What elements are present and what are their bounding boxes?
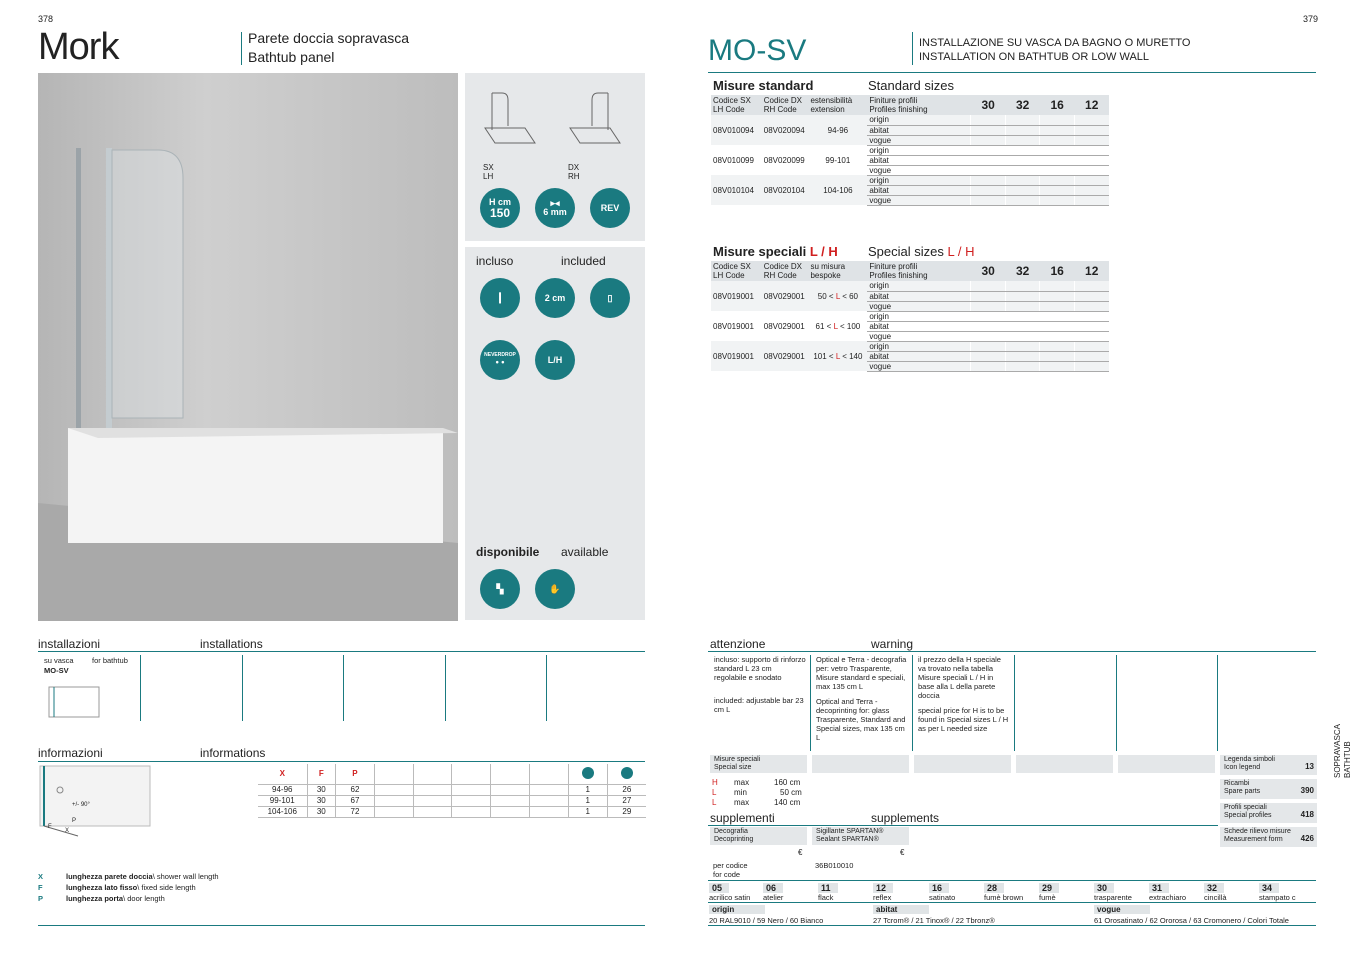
informazioni-title: informazioni <box>38 746 103 760</box>
brand-title: Mork <box>38 26 119 68</box>
spec-title-it: Misure speciali L / H <box>713 244 838 259</box>
for-bathtub-label: for bathtub <box>92 656 128 665</box>
legend: X lunghezza parete doccia\ shower wall length F lunghezza lato fisso\ fixed side length P lunghezza porta\ door length <box>38 872 219 903</box>
page-number-right: 379 <box>1303 14 1319 24</box>
label-dx: DX <box>568 163 580 172</box>
informations-title: informations <box>200 746 266 760</box>
bathtub-diagram-icon <box>480 88 630 158</box>
fin-vogue-text: 61 Orosatinato / 62 Ororosa / 63 Cromonero / Colori Totale <box>1094 916 1289 925</box>
profile-icon: ▕▏ <box>480 278 520 318</box>
panel-icon: ▯ <box>590 278 630 318</box>
incluso-label: incluso <box>476 254 514 268</box>
reversible-icon: REV <box>590 188 630 228</box>
warning-2: Optical e Terra - decografia per: vetro Trasparente, Misure standard e speciali, max 135 cm L Optical and Terra - decoprinting for: glass Trasparente, Standard and Special sizes, max 135 cm L <box>816 655 907 742</box>
height-icon: H cm 150 <box>480 188 520 228</box>
special-size-icon: L/H <box>535 340 575 380</box>
euro-2: € <box>900 848 905 857</box>
per-codice: per codice for code <box>713 861 748 879</box>
warning-3: il prezzo della H speciale va trovato nella tabella Misure speciali L / H in base alla L della parete doccia special price for H is to be found in Special sizes L / H as per L needed size <box>918 655 1009 733</box>
fin-origin-text: 20 RAL9010 / 59 Nero / 60 Bianco <box>709 916 824 925</box>
spec-title-en: Special sizes L / H <box>868 244 975 259</box>
glass-06: 06 atelier <box>763 883 784 902</box>
su-vasca-label: su vasca <box>44 656 74 665</box>
glass-05: 05 acrilico satin <box>709 883 751 902</box>
sealant-code: 36B010010 <box>815 861 854 870</box>
glass-11: 11 flack <box>818 883 866 899</box>
glass-32: 32 cincillà <box>1204 883 1227 902</box>
subtitle-en: Bathtub panel <box>248 49 335 65</box>
fin-abitat: abitat <box>873 905 929 914</box>
info-table: X F P 94-96 30 62 1 26 99-101 30 67 1 27 104-106 30 72 1 29 <box>258 764 646 818</box>
measure-diagram <box>38 764 153 839</box>
ref-special-profiles[interactable]: Profili speciali Special profiles 418 <box>1220 803 1317 823</box>
glass-29: 29 fumè <box>1039 883 1087 899</box>
special-size-box: Misure speciali Special size <box>710 755 807 773</box>
supplements-title: supplements <box>871 811 940 825</box>
glass-thickness-icon: ▸◂ 6 mm <box>535 188 575 228</box>
model-title: MO-SV <box>708 34 807 67</box>
neverdrop-icon: NEVERDROP • • <box>480 340 520 380</box>
glass-16: 16 satinato <box>929 883 956 902</box>
side-tab: SOPRAVASCA BATHTUB <box>1333 724 1352 778</box>
pack-icon <box>621 767 633 779</box>
available-label: available <box>561 545 609 559</box>
ref-spare-parts[interactable]: Ricambi Spare parts 390 <box>1220 779 1317 799</box>
page-number-left: 378 <box>38 14 54 24</box>
glass-28: 28 fumè brown <box>984 883 1024 902</box>
warning-1: incluso: supporto di rinforzo standard L 23 cm regolabile e snodato included: adjustable bar 23 cm L <box>714 655 806 714</box>
label-rh: RH <box>568 172 580 181</box>
std-title-it: Misure standard <box>713 78 814 93</box>
decoprint-icon: ▚ <box>480 569 520 609</box>
sealant-icon: ✋ <box>535 569 575 609</box>
standard-sizes-table: Codice SX LH Code Codice DX RH Code estensibilità extension Finiture profili Profiles finishing 30 32 16 12 08V010094 08V020094 94-96 origin abitat vogue 08V010099 08V020099 99-101 origin abitat vogue 08V010104 08V020104 104-106 origin abitat vogue <box>711 95 1109 206</box>
installations-title: installations <box>200 637 263 651</box>
x-label: X <box>65 828 70 834</box>
adjustment-icon: 2 cm <box>535 278 575 318</box>
sealant-box: Sigillante SPARTAN® Sealant SPARTAN® <box>812 827 909 845</box>
install-plan-icon <box>44 682 104 722</box>
special-size-values: H max 160 cm L min 50 cm L max 140 cm <box>712 778 802 807</box>
fin-vogue: vogue <box>1094 905 1150 914</box>
fin-origin: origin <box>709 905 765 914</box>
special-sizes-table: Codice SX LH Code Codice DX RH Code su misura bespoke Finiture profili Profiles finishing 30 32 16 12 08V019001 08V029001 50 < L < 60 origin abitat vogue 08V019001 08V029001 61 < L < 100 origin abitat vogue 08V019001 08V029001 101 < L < 140 origin abitat vogue <box>711 261 1109 372</box>
hinge-icon <box>582 767 594 779</box>
install-it: INSTALLAZIONE SU VASCA DA BAGNO O MURETTO <box>919 37 1191 49</box>
angle-label: +/- 90° <box>72 802 90 808</box>
install-model: MO-SV <box>44 666 69 675</box>
fin-abitat-text: 27 Tcrom® / 21 Tinox® / 22 Tbronz® <box>873 916 995 925</box>
subtitle-it: Parete doccia sopravasca <box>248 30 410 46</box>
glass-30: 30 trasparente <box>1094 883 1132 902</box>
disponibile-label: disponibile <box>476 545 540 559</box>
glass-34: 34 stampato c <box>1259 883 1296 902</box>
std-title-en: Standard sizes <box>868 78 954 93</box>
supplementi-title: supplementi <box>710 811 775 825</box>
warning-title: warning <box>871 637 914 651</box>
product-photo <box>38 73 458 621</box>
install-en: INSTALLATION ON BATHTUB OR LOW WALL <box>919 51 1150 63</box>
f-label: F <box>48 824 52 830</box>
glass-12: 12 reflex <box>873 883 892 902</box>
installazioni-title: installazioni <box>38 637 101 651</box>
attenzione-title: attenzione <box>710 637 766 651</box>
glass-31: 31 extrachiaro <box>1149 883 1187 902</box>
label-lh: LH <box>483 172 494 181</box>
included-label: included <box>561 254 606 268</box>
deco-box: Decografia Decoprinting <box>710 827 807 845</box>
ref-measurement-form[interactable]: Schede rilievo misure Measurement form 426 <box>1220 827 1317 847</box>
p-label: P <box>72 818 77 824</box>
ref-icon-legend[interactable]: Legenda simboli Icon legend 13 <box>1220 755 1317 775</box>
label-sx: SX <box>483 163 494 172</box>
euro-1: € <box>798 848 803 857</box>
